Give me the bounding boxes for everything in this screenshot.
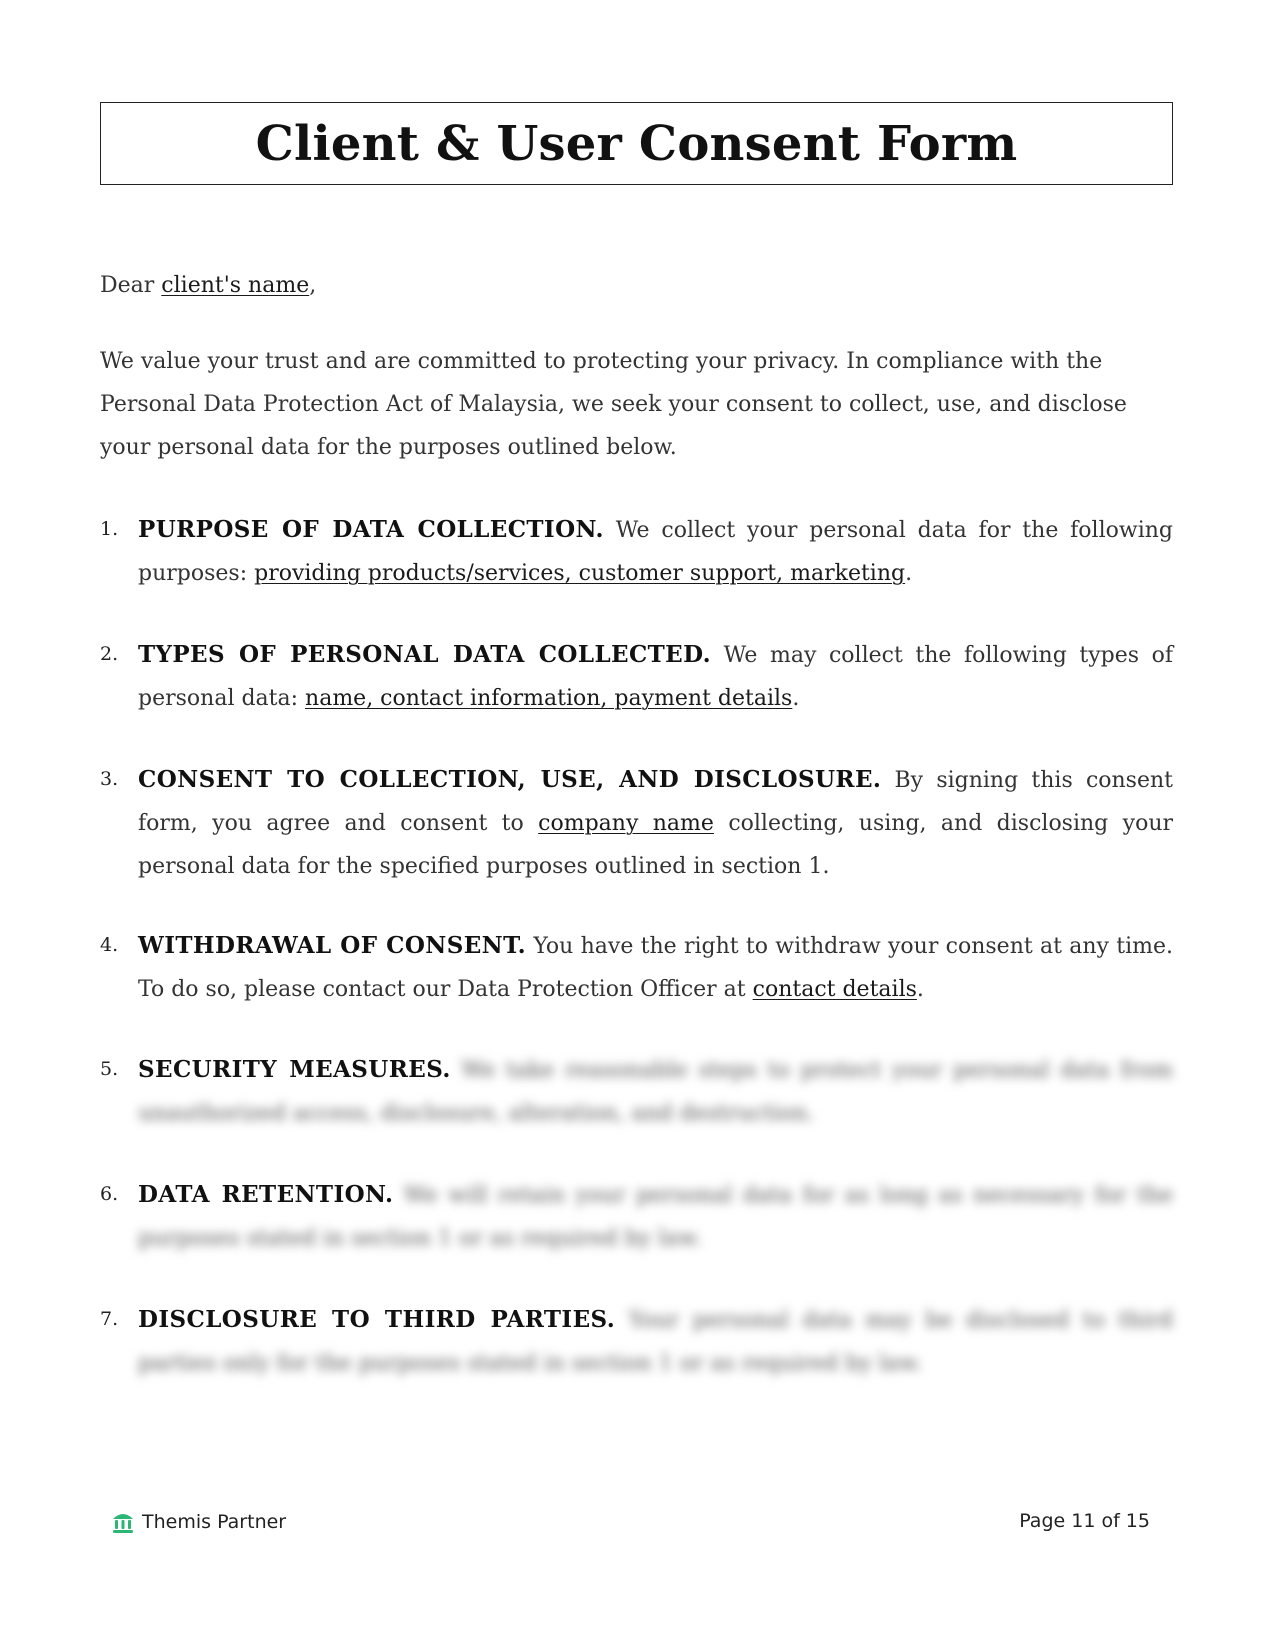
section-heading: TYPES OF PERSONAL DATA COLLECTED.: [138, 641, 712, 668]
section-text: By signing this consent form, you agree and consent to: [138, 768, 1174, 836]
page-number: Page 11 of 15: [1019, 1510, 1150, 1532]
blurred-section-text: We take reasonable steps to protect your personal data from unauthorized access, disclosure, alteration, and destruction.: [138, 1058, 1173, 1126]
company-name-placeholder: company name: [538, 811, 714, 836]
section-heading: CONSENT TO COLLECTION, USE, AND DISCLOSURE.: [138, 766, 882, 793]
section-heading: DATA RETENTION.: [138, 1181, 394, 1208]
page-title: Client & User Consent Form: [255, 115, 1018, 172]
section-number: 4.: [100, 934, 119, 956]
section-heading: WITHDRAWAL OF CONSENT.: [138, 932, 527, 959]
blurred-section-text: Your personal data may be disclosed to third parties only for the purposes stated in section 1 or as required by law.: [138, 1308, 1173, 1376]
section-text-end: .: [792, 686, 800, 711]
footer-brand-name: Themis Partner: [142, 1511, 287, 1533]
section-heading: DISCLOSURE TO THIRD PARTIES.: [138, 1306, 616, 1333]
section-body: [138, 1048, 1173, 1135]
section-body: [138, 924, 1173, 1011]
footer-brand: [110, 1510, 286, 1534]
blurred-section-text: We will retain your personal data for as long as necessary for the purposes stated in section 1 or as required by law.: [138, 1183, 1173, 1251]
contact-details-placeholder: contact details: [752, 977, 917, 1002]
section-body: [138, 758, 1173, 888]
purposes-placeholder: providing products/services, customer support, marketing: [254, 561, 906, 586]
data-types-placeholder: name, contact information, payment details: [305, 686, 793, 711]
section-text: You have the right to withdraw your consent at any time. To do so, please contact our Data Protection Officer at: [138, 934, 1173, 1002]
intro-paragraph: We value your trust and are committed to protecting your privacy. In compliance with the Personal Data Protection Act of Malaysia, we seek your consent to collect, use, and disclose your personal data for the purposes outlined below.: [100, 349, 1127, 460]
salutation-prefix: Dear: [100, 273, 162, 298]
section-text: We may collect the following types of personal data:: [138, 643, 1173, 711]
section-number: 2.: [100, 643, 119, 665]
section-body: [138, 633, 1173, 720]
section-text-end: .: [905, 561, 913, 586]
section-heading: SECURITY MEASURES.: [138, 1056, 451, 1083]
section-text-end: .: [916, 977, 924, 1002]
themis-logo-icon: [110, 1510, 136, 1534]
section-body: [138, 1173, 1173, 1260]
section-heading: PURPOSE OF DATA COLLECTION.: [138, 516, 604, 543]
section-number: 1.: [100, 518, 119, 540]
section-number: 6.: [100, 1183, 119, 1205]
section-text: We collect your personal data for the following purposes:: [138, 518, 1173, 586]
salutation-suffix: ,: [309, 273, 317, 298]
section-text-end: collecting, using, and disclosing your personal data for the specified purposes outlined in section 1.: [138, 811, 1174, 879]
section-number: 3.: [100, 768, 119, 790]
section-number: 5.: [100, 1058, 119, 1080]
title-box: [100, 102, 1173, 185]
client-name-placeholder: client's name: [161, 273, 310, 298]
section-body: [138, 508, 1173, 595]
section-number: 7.: [100, 1308, 119, 1330]
section-body: [138, 1298, 1173, 1385]
salutation: [100, 270, 1173, 302]
